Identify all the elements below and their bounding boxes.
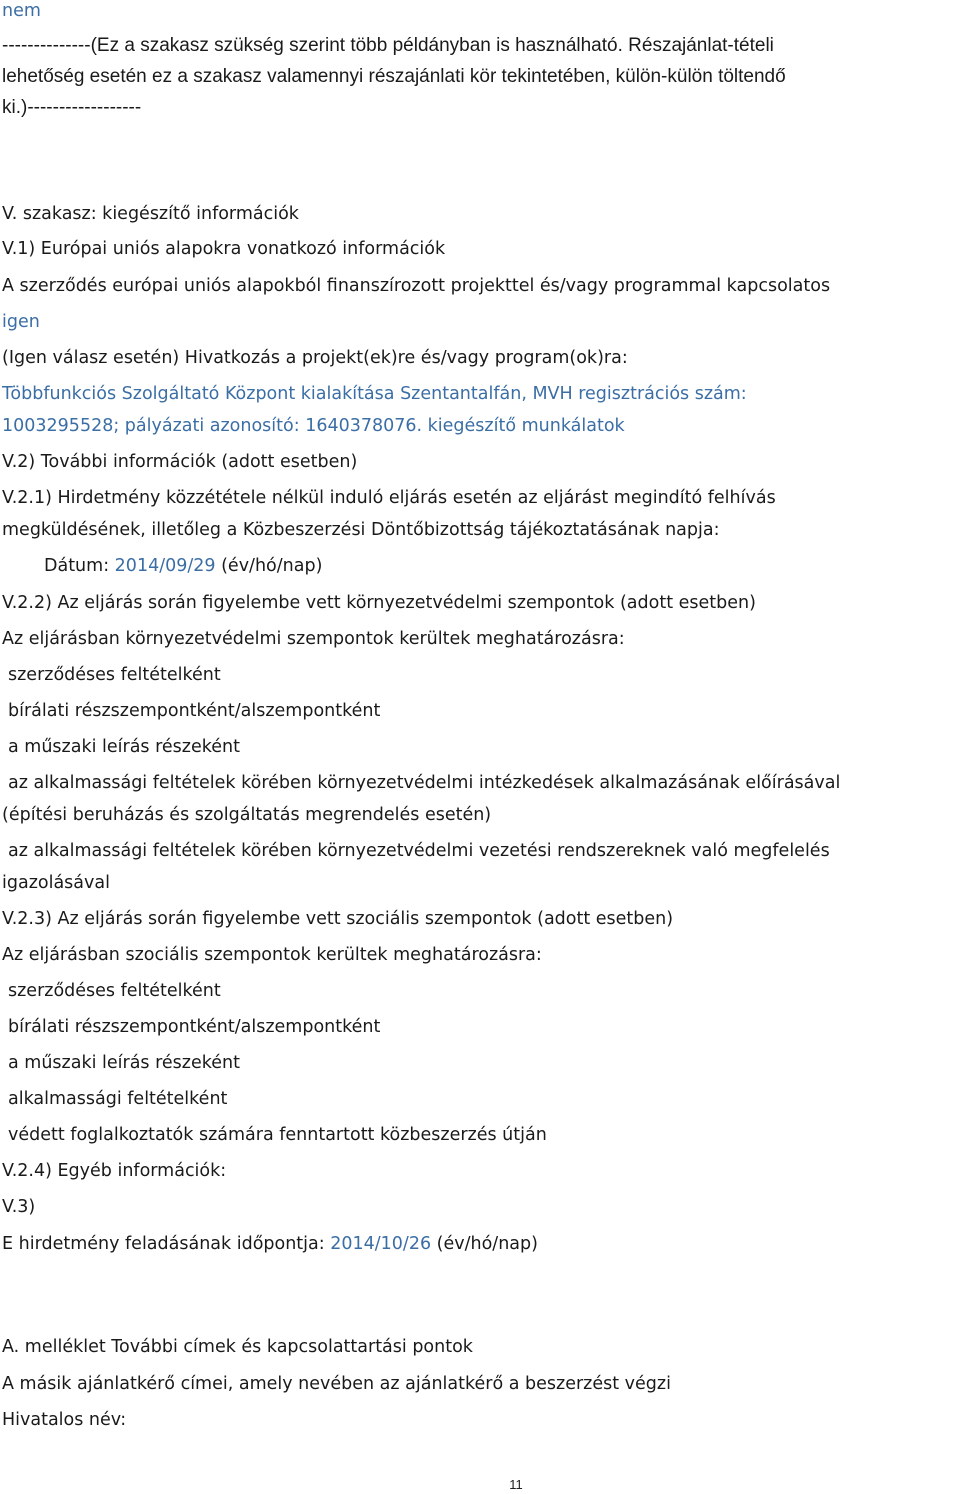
v22-item: az alkalmassági feltételek körében környezetvédelmi vezetési rendszereknek való megfelelés (8, 841, 830, 861)
v23-item: a műszaki leírás részeként (8, 1053, 240, 1073)
v24-heading: V.2.4) Egyéb információk: (2, 1161, 227, 1181)
v23-heading: V.2.3) Az eljárás során figyelembe vett szociális szempontok (adott esetben) (2, 909, 674, 929)
page-number: 11 (509, 1477, 523, 1492)
v23-intro: Az eljárásban szociális szempontok kerültek meghatározásra: (2, 945, 542, 965)
divider-note-line-3: ki.)------------------ (2, 97, 142, 118)
v1-reference-line-2: 1003295528; pályázati azonosító: 1640378076. kiegészítő munkálatok (2, 416, 625, 436)
v22-heading: V.2.2) Az eljárás során figyelembe vett környezetvédelmi szempontok (adott esetben) (2, 593, 756, 613)
section-title: V. szakasz: kiegészítő információk (2, 204, 299, 224)
v21-line-1: V.2.1) Hirdetmény közzététele nélkül induló eljárás esetén az eljárást megindító felhívás (2, 488, 776, 508)
sent-date-row (2, 1233, 538, 1255)
annex-subtitle: A másik ajánlatkérő címei, amely nevében az ajánlatkérő a beszerzést végzi (2, 1374, 671, 1394)
official-name-label: Hivatalos név: (2, 1410, 127, 1430)
v22-item-continuation: igazolásával (2, 873, 110, 893)
sent-date-value: 2014/10/26 (330, 1234, 432, 1254)
v22-item-continuation: (építési beruházás és szolgáltatás megrendelés esetén) (2, 805, 492, 825)
sent-date-format: (év/hó/nap) (431, 1234, 538, 1254)
date-format: (év/hó/nap) (215, 556, 323, 576)
v2-heading: V.2) További információk (adott esetben) (2, 452, 358, 472)
v1-answer: igen (2, 312, 40, 332)
divider-note-line-2: lehetőség esetén ez a szakasz valamennyi részajánlati kör tekintetében, külön-külön töltendő (2, 66, 786, 87)
v22-item: az alkalmassági feltételek körében környezetvédelmi intézkedések alkalmazásának előírásával (8, 773, 841, 793)
v22-item: a műszaki leírás részeként (8, 737, 240, 757)
v22-item: bírálati részszempontként/alszempontként (8, 701, 381, 721)
v1-reference-label: (Igen válasz esetén) Hivatkozás a projekt(ek)re és/vagy program(ok)ra: (2, 348, 628, 368)
date-row (44, 555, 322, 577)
v23-item: alkalmassági feltételként (8, 1089, 228, 1109)
v3-heading: V.3) (2, 1197, 36, 1217)
previous-answer: nem (2, 1, 41, 21)
date-label: Dátum: (44, 556, 115, 576)
date-value: 2014/09/29 (114, 556, 216, 576)
sent-date-label: E hirdetmény feladásának időpontja: (2, 1234, 331, 1254)
v23-item: védett foglalkoztatók számára fenntartott közbeszerzés útján (8, 1125, 547, 1145)
v1-question: A szerződés európai uniós alapokból finanszírozott projekttel és/vagy programmal kapcsolatos (2, 276, 831, 296)
divider-note-line-1: --------------(Ez a szakasz szükség szerint több példányban is használható. Részajánlat-tételi (2, 35, 774, 56)
annex-title: A. melléklet További címek és kapcsolattartási pontok (2, 1337, 473, 1357)
v1-heading: V.1) Európai uniós alapokra vonatkozó információk (2, 239, 446, 259)
v23-item: szerződéses feltételként (8, 981, 221, 1001)
v1-reference-line-1: Többfunkciós Szolgáltató Központ kialakítása Szentantalfán, MVH regisztrációs szám: (2, 384, 747, 404)
v23-item: bírálati részszempontként/alszempontként (8, 1017, 381, 1037)
v22-intro: Az eljárásban környezetvédelmi szempontok kerültek meghatározásra: (2, 629, 625, 649)
v21-line-2: megküldésének, illetőleg a Közbeszerzési Döntőbizottság tájékoztatásának napja: (2, 520, 720, 540)
v22-item: szerződéses feltételként (8, 665, 221, 685)
